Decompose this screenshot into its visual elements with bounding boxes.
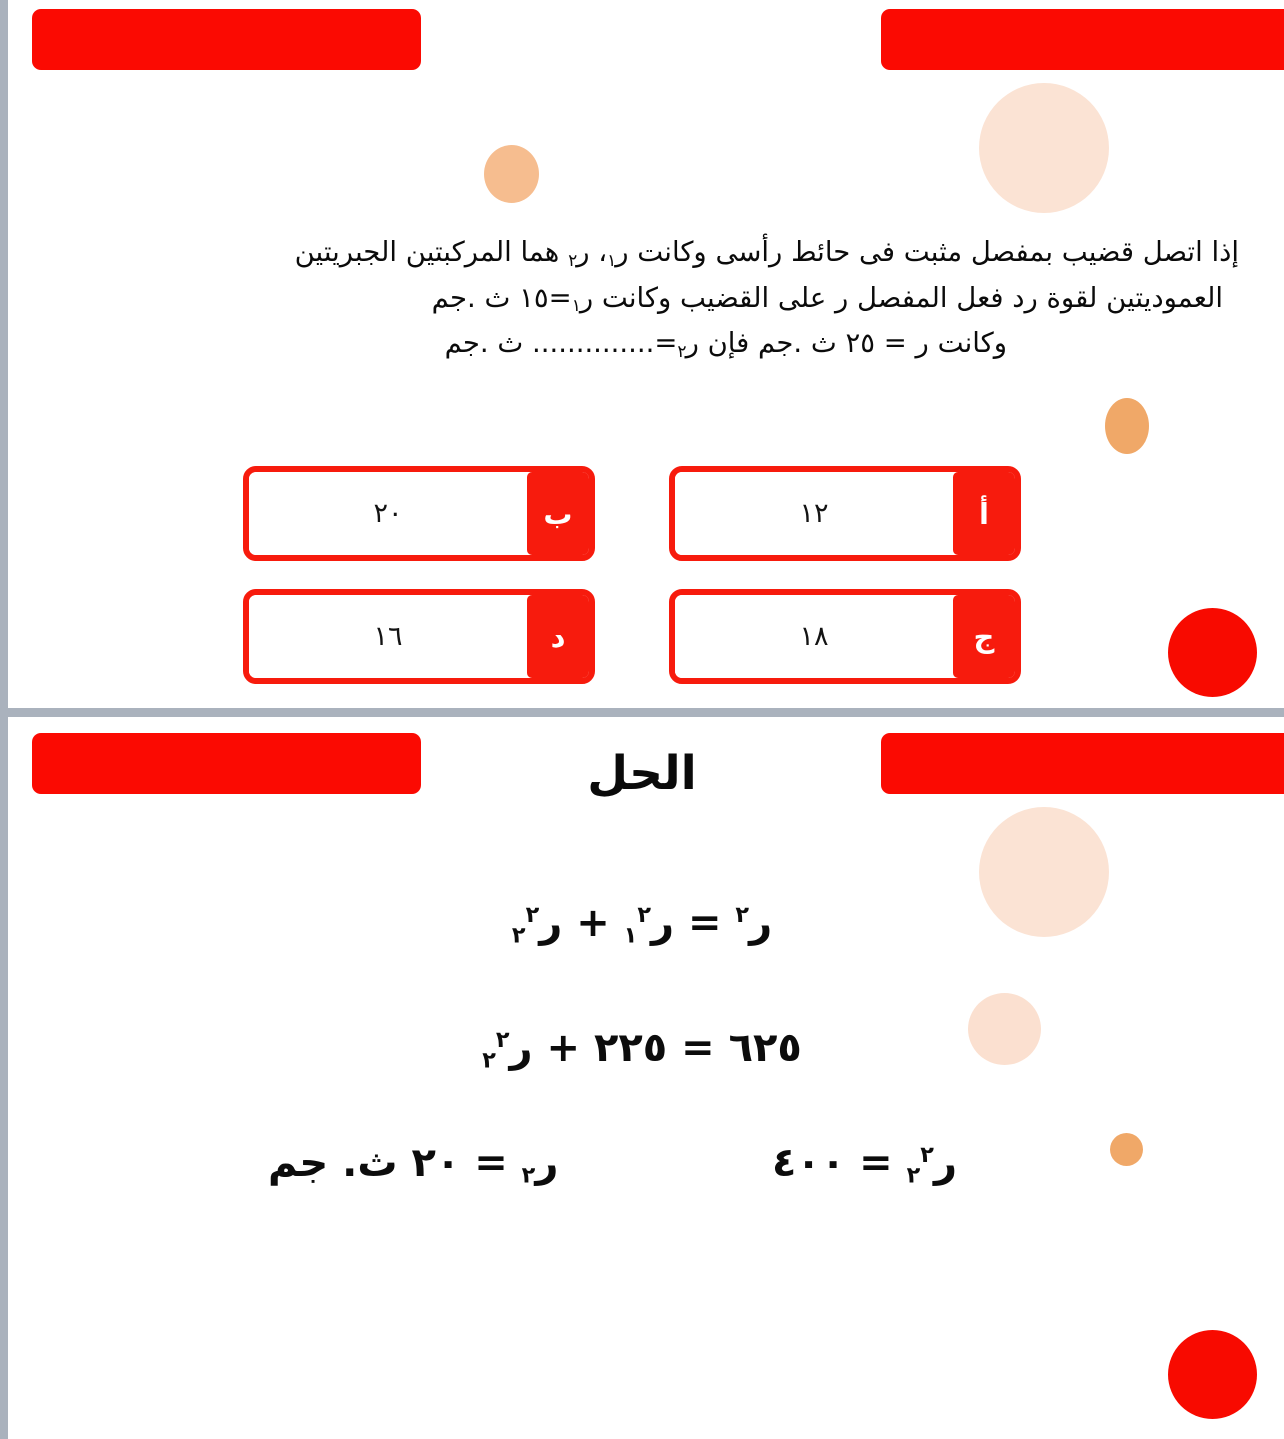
decorative-circle-red-bottom: [1168, 1330, 1257, 1419]
option-a[interactable]: [669, 466, 1021, 561]
option-c[interactable]: [669, 589, 1021, 684]
solution-equation-3-right: ر$_٢^٢$ = ٤٠٠: [772, 1140, 957, 1189]
option-d-tag: د: [527, 595, 589, 678]
option-c-value: ١٨: [675, 595, 953, 678]
decorative-circle-red-top: [1168, 608, 1257, 697]
left-gray-rail: [0, 0, 8, 1439]
option-c-tag: ج: [953, 595, 1015, 678]
question-line-1: إذا اتصل قضيب بمفصل مثبت فى حائط رأسى وكانت ر$_١$، ر$_٢$ هما المركبتين الجبريتين: [294, 236, 1239, 271]
solution-equation-3-left: ر$_٢$ = ٢٠ ث. جم: [268, 1140, 559, 1189]
redaction-bar-top-right: [881, 9, 1284, 70]
redaction-bar-top-left: [32, 9, 421, 70]
option-b-value: ٢٠: [249, 472, 527, 555]
question-line-2: العموديتين لقوة رد فعل المفصل ر على القضيب وكانت ر$_١$=١٥ ث .جم: [431, 281, 1223, 317]
option-d[interactable]: [243, 589, 595, 684]
question-line-3: وكانت ر = ٢٥ ث .جم فإن ر$_٢$=.............. ث .جم: [444, 327, 1007, 363]
option-a-value: ١٢: [675, 472, 953, 555]
option-b[interactable]: [243, 466, 595, 561]
option-b-tag: ب: [527, 472, 589, 555]
decorative-circle-orange-top: [484, 145, 539, 203]
solution-equation-1: ر$^٢$ = ر$_١^٢$ + ر$_٢^٢$: [511, 900, 773, 949]
option-d-value: ١٦: [249, 595, 527, 678]
decorative-circle-orange-mid: [1105, 398, 1149, 454]
option-a-tag: أ: [953, 472, 1015, 555]
answer-options: [243, 466, 1021, 684]
decorative-circle-peach-large-top: [979, 83, 1109, 213]
slide-divider: [8, 708, 1284, 717]
decorative-circle-orange-lower: [1110, 1133, 1143, 1166]
question-stem: [60, 230, 1245, 367]
solution-equation-2: ٦٢٥ = ٢٢٥ + ر$_٢^٢$: [482, 1025, 802, 1074]
solution-title: الحل: [587, 750, 697, 801]
